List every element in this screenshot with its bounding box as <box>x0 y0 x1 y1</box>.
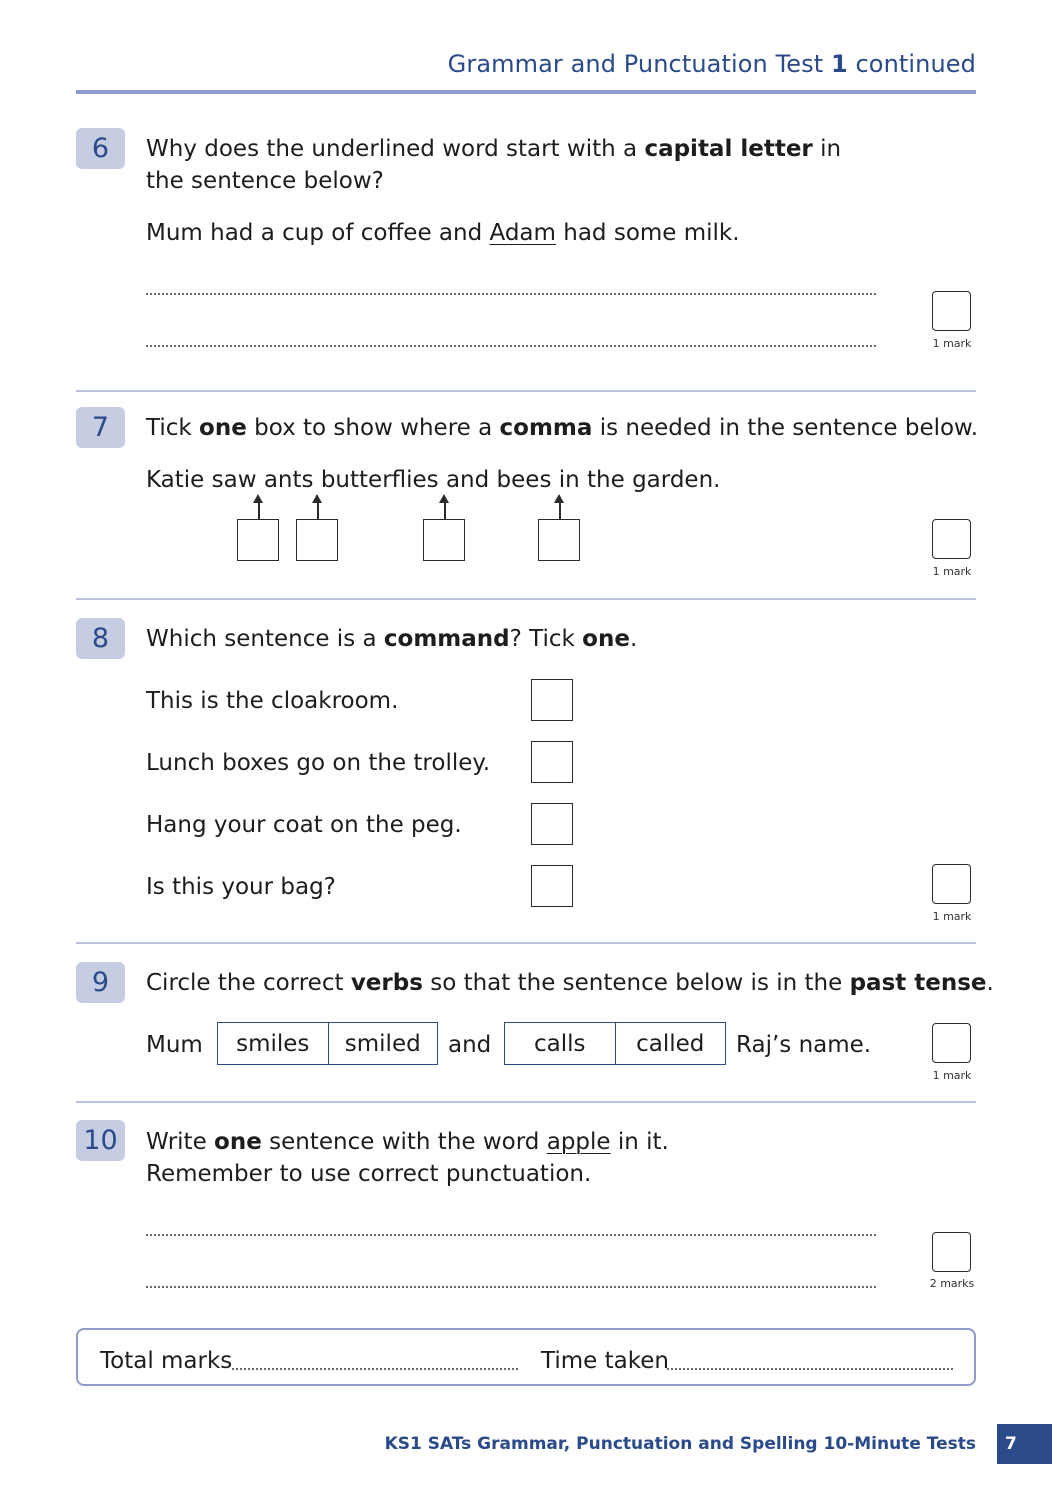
total-marks-label: Total marks <box>100 1348 233 1374</box>
answer-line-10b[interactable] <box>146 1286 876 1288</box>
mark-label-8: 1 mark <box>932 910 972 923</box>
question-number-7: 7 <box>76 407 125 448</box>
mark-label-10: 2 marks <box>929 1277 975 1290</box>
question-7-sentence: Katie saw ants butterflies and bees in the garden. <box>146 467 721 493</box>
question-number-10: 10 <box>76 1120 125 1161</box>
arrow-stem <box>317 502 319 519</box>
arrow-stem <box>559 502 561 519</box>
answer-line-10a[interactable] <box>146 1234 876 1236</box>
comma-tick-box-1[interactable] <box>237 519 279 561</box>
time-taken-field[interactable] <box>667 1368 953 1370</box>
option-tick-box-2[interactable] <box>531 741 573 783</box>
mark-box-6 <box>932 291 971 331</box>
footer-book-title: KS1 SATs Grammar, Punctuation and Spelling 10-Minute Tests <box>384 1434 976 1454</box>
option-label: This is the cloakroom. <box>146 688 399 714</box>
question-number-6: 6 <box>76 128 125 169</box>
answer-line-6a[interactable] <box>146 293 876 295</box>
header-divider <box>76 90 976 94</box>
sentence-word-mum: Mum <box>146 1032 203 1058</box>
question-7-prompt: Tick one box to show where a comma is needed in the sentence below. <box>146 415 979 441</box>
mark-box-10 <box>932 1232 971 1272</box>
comma-tick-box-4[interactable] <box>538 519 580 561</box>
option-label: Lunch boxes go on the trolley. <box>146 750 491 776</box>
page-number: 7 <box>997 1424 1052 1464</box>
total-marks-field[interactable] <box>232 1368 518 1370</box>
option-tick-box-4[interactable] <box>531 865 573 907</box>
sentence-word-and: and <box>448 1032 492 1058</box>
section-divider <box>76 942 976 944</box>
verb-option-smiles[interactable]: smiles <box>236 1030 310 1057</box>
question-6-prompt: Why does the underlined word start with a capital letter in the sentence below? <box>146 136 842 194</box>
option-tick-box-3[interactable] <box>531 803 573 845</box>
comma-tick-box-2[interactable] <box>296 519 338 561</box>
verb-option-calls[interactable]: calls <box>533 1030 586 1057</box>
verb-option-smiled[interactable]: smiled <box>328 1023 438 1064</box>
comma-tick-box-3[interactable] <box>423 519 465 561</box>
answer-line-6b[interactable] <box>146 345 876 347</box>
option-tick-box-1[interactable] <box>531 679 573 721</box>
question-9-prompt: Circle the correct verbs so that the sentence below is in the past tense. <box>146 970 994 996</box>
section-divider <box>76 390 976 392</box>
mark-box-9 <box>932 1023 971 1063</box>
verb-choice-group-1 <box>217 1022 438 1065</box>
mark-box-8 <box>932 864 971 904</box>
option-label: Hang your coat on the peg. <box>146 812 462 838</box>
sentence-end: Raj’s name. <box>736 1032 872 1058</box>
question-6-sentence: Mum had a cup of coffee and Adam had some milk. <box>146 220 740 246</box>
mark-label-9: 1 mark <box>932 1069 972 1082</box>
section-divider <box>76 598 976 600</box>
question-number-9: 9 <box>76 962 125 1003</box>
verb-choice-group-2 <box>504 1022 726 1065</box>
section-divider <box>76 1101 976 1103</box>
question-10-prompt: Write one sentence with the word apple in it. Remember to use correct punctuation. <box>146 1129 669 1187</box>
verb-option-called[interactable]: called <box>615 1023 726 1064</box>
time-taken-label: Time taken <box>541 1348 669 1374</box>
arrow-stem <box>258 502 260 519</box>
option-label: Is this your bag? <box>146 874 336 900</box>
mark-label-6: 1 mark <box>932 337 972 350</box>
mark-label-7: 1 mark <box>932 565 972 578</box>
question-8-prompt: Which sentence is a command? Tick one. <box>146 626 638 652</box>
question-number-8: 8 <box>76 618 125 659</box>
page-header-title: Grammar and Punctuation Test 1 continued <box>447 50 976 78</box>
mark-box-7 <box>932 519 971 559</box>
arrow-stem <box>444 502 446 519</box>
